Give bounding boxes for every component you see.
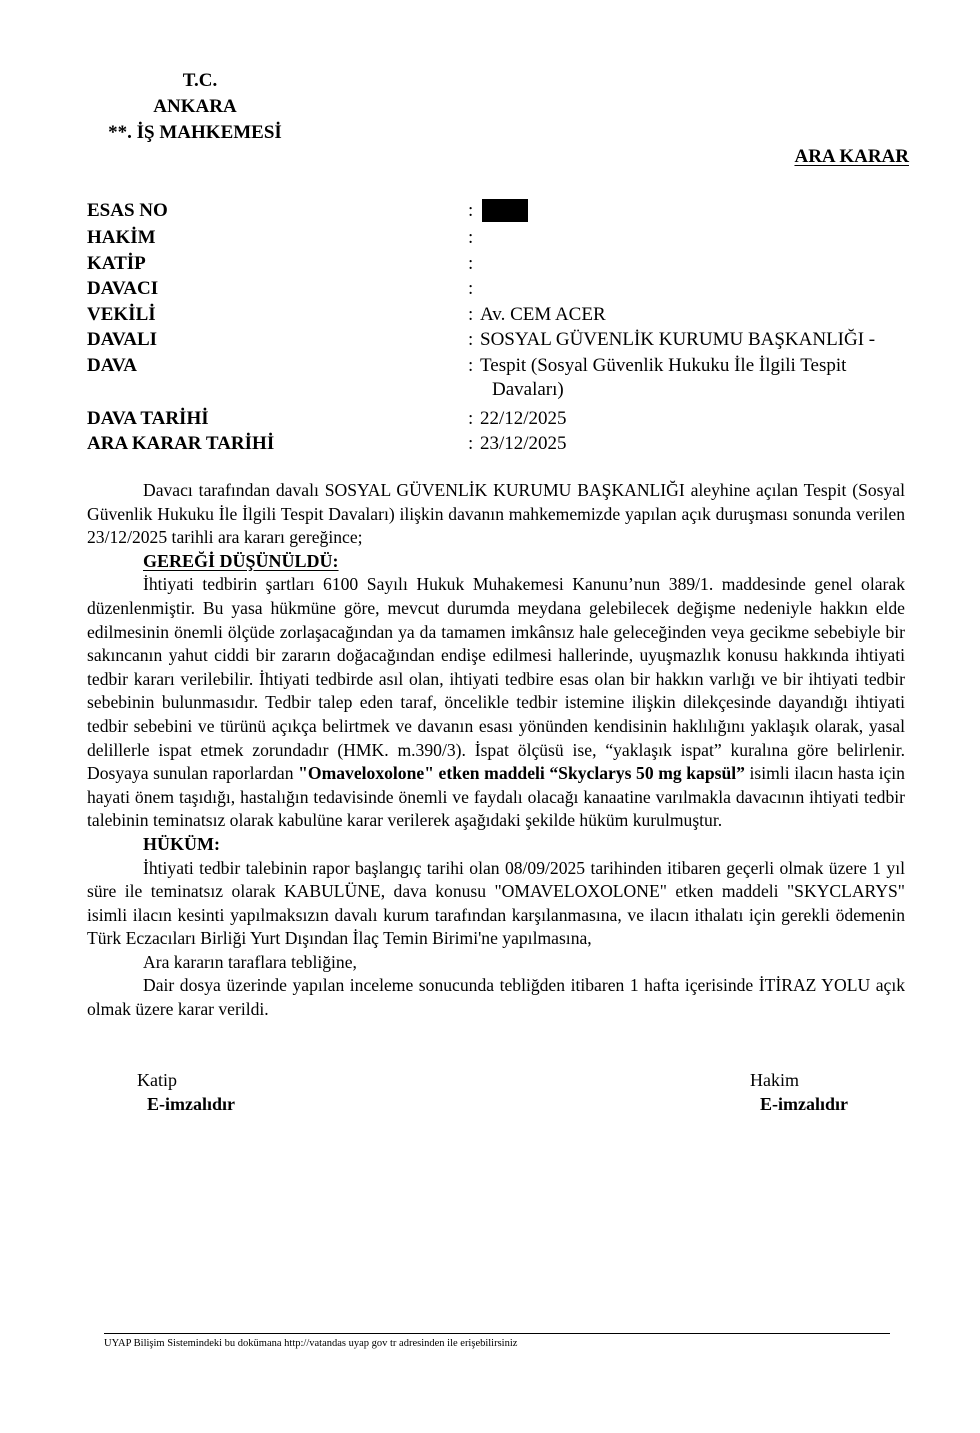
info-row-dava-tarihi: [87, 406, 907, 432]
hukum-paragraph: İhtiyati tedbir talebinin rapor başlangıç tarihi olan 08/09/2025 tarihinden itibaren geçerli olmak üzere 1 yıl süre ile teminatsız olarak KABULÜNE, dava konusu "OMAVELOXOLONE" etken maddeli "SKYCLARYS" isimli ilacın kesinti yapılmaksızın davalı kurum tarafından karşılanmasına, ve ilacın ithalatı için gerekli ödemenin Türk Eczacıları Birliği Yurt Dışından İlaç Temin Birimi'ne yapılmasına,: [87, 857, 905, 949]
signature-title: Hakim: [750, 1070, 799, 1090]
info-value: [480, 198, 907, 225]
gerekce-paragraph: [87, 573, 905, 833]
signature-clerk: [137, 1068, 235, 1116]
info-row-dava: [87, 353, 907, 402]
info-value: [480, 251, 907, 277]
info-value: SOSYAL GÜVENLİK KURUMU BAŞKANLIĞI -: [480, 329, 876, 350]
info-row-katip: [87, 251, 907, 277]
court-country: T.C.: [182, 70, 218, 91]
info-value: 22/12/2025: [480, 407, 567, 429]
info-label: KATİP: [87, 252, 146, 274]
info-value: Av. CEM ACER: [480, 303, 606, 325]
info-value: [480, 225, 907, 251]
court-name: **. İŞ MAHKEMESİ: [108, 122, 282, 143]
info-colon: :: [468, 433, 474, 454]
signature-judge: [750, 1068, 848, 1116]
hukum-conclusion: Dair dosya üzerinde yapılan inceleme sonucunda tebliğden itibaren 1 hafta içerisinde İTİRAZ YOLU açık olmak üzere karar verildi.: [87, 975, 905, 1020]
case-info-table: [87, 198, 907, 457]
info-label: DAVACI: [87, 278, 159, 299]
court-header: [90, 68, 300, 146]
footer-note: UYAP Bilişim Sistemindeki bu dokümana http://vatandas uyap gov tr adresinden ile erişebilirsiniz: [104, 1338, 518, 1349]
court-city: ANKARA: [153, 96, 237, 117]
info-row-davali: [87, 327, 907, 353]
info-row-esas-no: [87, 198, 907, 225]
info-colon: :: [468, 227, 474, 248]
info-label: DAVA TARİHİ: [87, 407, 209, 429]
info-colon: :: [468, 278, 474, 299]
info-row-ara-karar-tarihi: [87, 431, 907, 457]
info-colon: :: [468, 407, 474, 429]
info-label: ARA KARAR TARİHİ: [87, 433, 275, 454]
footer-divider: [104, 1333, 890, 1334]
info-value: [480, 353, 907, 402]
gerekce-text: İhtiyati tedbirin şartları 6100 Sayılı Hukuk Muhakemesi Kanunu’nun 389/1. maddesinde genel olarak düzenlenmiştir. Bu yasa hükmüne göre, mevcut durumda meydana gelebilecek değişme nedeniyle hakkın elde edilmesinin önemli ölçüde zorlaşacağından ya da tamamen imkânsız hale geleceğinden veya gecikme sebebiyle bir sakıncanın yahut ciddi bir zararın doğacağından endişe edilmesi hallerinde, uyuşmazlık konusu hakkında ihtiyati tedbir kararı verilebilir. İhtiyati tedbirde asıl olan, ihtiyati tedbire esas olan bir hakkın varlığı ve bir ihtiyati tedbir sebebinin bulunmasıdır. Tedbir talep eden taraf, öncelikle tedbir istemine ilişkin dilekçesinde dayandığı ihtiyati tedbir sebebini ve türünü açıkça belirtmek ve davanın esası yönünden kendisinin haklılığını yaklaşık olarak, yasal delillerle ispat etmek zorundadır (HMK. m.390/3). İspat ölçüsü ise, “yaklaşık ispat” kuralına göre belirlenir. Dosyaya sunulan raporlardan: [87, 574, 905, 784]
gerekce-text-cont: isimli ilacın hasta için hayati önem taşıdığı, hastalığın tedavisinde önemli ve faydalı olacağı kanaatine varılmakla davacının ihtiyati tedbir talebinin teminatsız olarak kabulüne karar verilerek aşağıdaki şekilde hüküm kurulmuştur.: [87, 763, 905, 831]
info-value: 23/12/2025: [480, 433, 567, 454]
info-label: VEKİLİ: [87, 303, 156, 325]
info-label: HAKİM: [87, 227, 156, 248]
decision-body: [87, 479, 905, 1022]
intro-paragraph: Davacı tarafından davalı SOSYAL GÜVENLİK KURUMU BAŞKANLIĞI aleyhine açılan Tespit (Sosyal Güvenlik Hukuku İle İlgili Tespit Davaları) ilişkin davanın mahkememizde yapılan açık duruşması sonunda verilen 23/12/2025 tarihli ara kararı gereğince;: [87, 480, 905, 548]
info-colon: :: [468, 354, 474, 376]
hukum-heading: HÜKÜM:: [143, 833, 220, 854]
gerekce-heading: GEREĞİ DÜŞÜNÜLDÜ:: [143, 550, 339, 571]
info-colon: :: [468, 329, 474, 350]
info-value: [480, 276, 907, 302]
document-title: ARA KARAR: [794, 146, 909, 167]
info-row-davaci: [87, 276, 907, 302]
e-signature-stamp: E-imzalıdır: [147, 1094, 235, 1114]
info-row-hakim: [87, 225, 907, 251]
info-value-line: Tespit (Sosyal Güvenlik Hukuku İle İlgili Tespit: [480, 354, 847, 376]
info-value-line: Davaları): [492, 378, 564, 400]
info-colon: :: [468, 303, 474, 325]
info-label: DAVA: [87, 354, 137, 376]
e-signature-stamp: E-imzalıdır: [760, 1094, 848, 1114]
info-colon: :: [468, 200, 474, 221]
redaction-block: [482, 199, 528, 222]
info-colon: :: [468, 252, 474, 274]
info-label: DAVALI: [87, 329, 158, 350]
info-label: ESAS NO: [87, 200, 168, 221]
hukum-notification: Ara kararın taraflara tebliğine,: [143, 951, 357, 972]
info-row-vekili: [87, 302, 907, 328]
signature-title: Katip: [137, 1070, 177, 1090]
drug-name-bold: "Omaveloxolone" etken maddeli “Skyclarys 50 mg kapsül”: [298, 763, 745, 784]
